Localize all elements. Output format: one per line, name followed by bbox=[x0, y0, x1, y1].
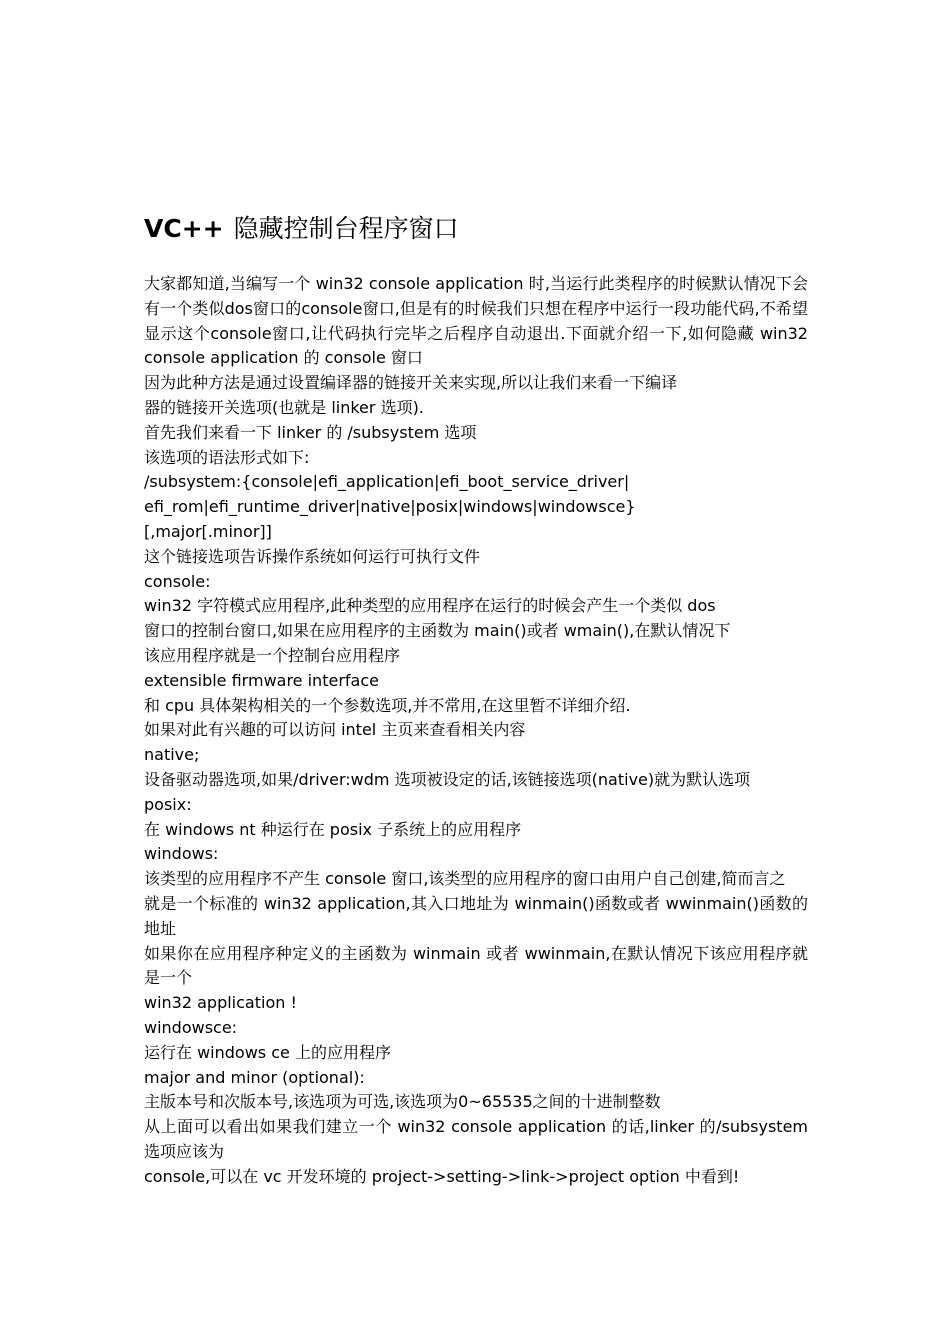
title-en: VC++ bbox=[144, 214, 224, 243]
paragraph: 和 cpu 具体架构相关的一个参数选项,并不常用,在这里暂不详细介绍. bbox=[144, 695, 631, 715]
document-page bbox=[144, 212, 808, 1189]
paragraph: 如果对此有兴趣的可以访问 intel 主页来查看相关内容 bbox=[144, 720, 526, 740]
paragraph: 就是一个标准的 win32 application,其入口地址为 winmain()函数或者 wwinmain()函数的地址 bbox=[144, 893, 808, 938]
paragraph: 设备驱动器选项,如果/driver:wdm 选项被设定的话,该链接选项(native)就为默认选项 bbox=[144, 769, 751, 789]
paragraph: 该选项的语法形式如下: bbox=[144, 447, 310, 467]
paragraph: console: bbox=[144, 571, 211, 591]
paragraph: 该应用程序就是一个控制台应用程序 bbox=[144, 645, 401, 665]
paragraph: 如果你在应用程序种定义的主函数为 winmain 或者 wwinmain,在默认情况下该应用程序就是一个 bbox=[144, 943, 808, 988]
paragraph: extensible firmware interface bbox=[144, 670, 379, 690]
paragraph: 在 windows nt 种运行在 posix 子系统上的应用程序 bbox=[144, 819, 522, 839]
paragraph: 运行在 windows ce 上的应用程序 bbox=[144, 1042, 391, 1062]
paragraph: 大家都知道,当编写一个 win32 console application 时,当运行此类程序的时候默认情况下会有一个类似dos窗口的console窗口,但是有的时候我们只想在程序中运行一段功能代码,不希望显示这个console窗口,让代码执行完毕之后程序自动退出.下面就介绍一下,如何隐藏 win32 console application 的 console 窗口 bbox=[144, 274, 808, 368]
title-cn: 隐藏控制台程序窗口 bbox=[233, 214, 459, 243]
body-text bbox=[144, 272, 808, 1189]
paragraph: windows: bbox=[144, 844, 219, 864]
paragraph: 主版本号和次版本号,该选项为可选,该选项为0~65535之间的十进制整数 bbox=[144, 1092, 661, 1112]
paragraph: 该类型的应用程序不产生 console 窗口,该类型的应用程序的窗口由用户自己创建,简而言之 bbox=[144, 869, 786, 889]
paragraph: posix: bbox=[144, 794, 192, 814]
paragraph: win32 application ! bbox=[144, 993, 297, 1013]
paragraph: 器的链接开关选项(也就是 linker 选项). bbox=[144, 397, 424, 417]
paragraph: console,可以在 vc 开发环境的 project->setting->link->project option 中看到! bbox=[144, 1166, 740, 1186]
paragraph: major and minor (optional): bbox=[144, 1067, 365, 1087]
paragraph: 因为此种方法是通过设置编译器的链接开关来实现,所以让我们来看一下编译 bbox=[144, 373, 678, 393]
document-title bbox=[144, 212, 808, 246]
paragraph: /subsystem:{console|efi_application|efi_boot_service_driver| bbox=[144, 472, 630, 492]
paragraph: 从上面可以看出如果我们建立一个 win32 console application 的话,linker 的/subsystem 选项应该为 bbox=[144, 1117, 808, 1161]
paragraph: native; bbox=[144, 745, 200, 765]
paragraph: 这个链接选项告诉操作系统如何运行可执行文件 bbox=[144, 546, 481, 566]
paragraph: 首先我们来看一下 linker 的 /subsystem 选项 bbox=[144, 422, 477, 442]
paragraph: [,major[.minor]] bbox=[144, 521, 272, 541]
paragraph: windowsce: bbox=[144, 1017, 238, 1037]
paragraph: win32 字符模式应用程序,此种类型的应用程序在运行的时候会产生一个类似 dos bbox=[144, 596, 716, 616]
paragraph: efi_rom|efi_runtime_driver|native|posix|windows|windowsce} bbox=[144, 497, 636, 517]
paragraph: 窗口的控制台窗口,如果在应用程序的主函数为 main()或者 wmain(),在默认情况下 bbox=[144, 621, 731, 641]
